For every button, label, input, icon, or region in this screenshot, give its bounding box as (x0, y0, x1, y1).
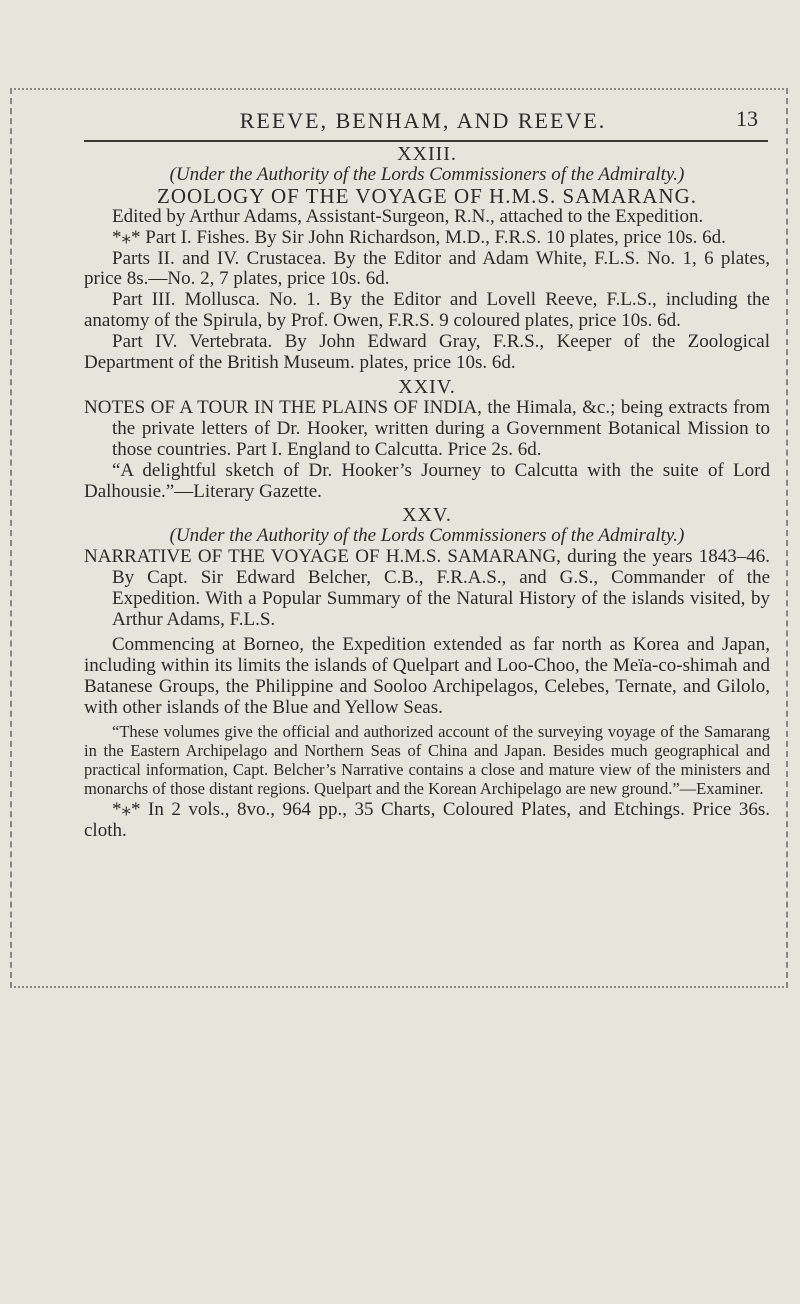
part-entry: *⁎* Part I. Fishes. By Sir John Richardson, M.D., F.R.S. 10 plates, price 10s. 6d. (112, 226, 726, 248)
authority-note: (Under the Authority of the Lords Commissioners of the Admiralty.) (169, 163, 685, 185)
editor-note: Edited by Arthur Adams, Assistant-Surgeon, R.N., attached to the Expedition. (112, 205, 704, 227)
running-header (88, 104, 758, 138)
section-numeral: XXIII. (397, 143, 457, 165)
description-paragraph: Commencing at Borneo, the Expedition extended as far north as Korea and Japan, including within its limits the islands of Quelpart and Loo-Choo, the Meïa-co-shimah and Batanese Groups, the Philippine and Sooloo Archipelagos, Celebes, Ternate, and Gilolo, with other islands of the Blue and Yellow Seas. (84, 633, 770, 718)
price-note: *⁎* In 2 vols., 8vo., 964 pp., 35 Charts, Coloured Plates, and Etchings. Price 36s. cloth. (84, 799, 770, 842)
section-numeral: XXV. (402, 504, 452, 527)
part-entry: Part III. Mollusca. No. 1. By the Editor and Lovell Reeve, F.L.S., including the anatomy of the Spirula, by Prof. Owen, F.R.S. 9 coloured plates, price 10s. 6d. (84, 289, 770, 332)
catalogue-entries (84, 140, 770, 842)
part-entry: Parts II. and IV. Crustacea. By the Editor and Adam White, F.L.S. No. 1, 6 plates, price 8s.—No. 2, 7 plates, price 10s. 6d. (84, 247, 770, 290)
section-title: NARRATIVE OF THE VOYAGE OF H.M.S. SAMARANG, during the years 1843–46. By Capt. Sir Edward Belcher, C.B., F.R.A.S., and G.S., Commander of the Expedition. With a Popular Summary of the Natural History of the islands visited, by Arthur Adams, F.L.S. (84, 546, 770, 630)
section-title: ZOOLOGY OF THE VOYAGE OF H.M.S. SAMARANG. (157, 183, 697, 208)
review-quote: “These volumes give the official and authorized account of the surveying voyage of the Samarang in the Eastern Archipelago and Northern Seas of China and Japan. Besides much geographical and practical information, Capt. Belcher’s Narrative contains a close and mature view of the ministers and monarchs of those distant regions. Quelpart and the Korean Archipelago are new ground.”—Examiner. (84, 722, 770, 799)
section-numeral: XXIV. (398, 375, 456, 398)
page-number: 13 (736, 106, 758, 131)
publisher-name: REEVE, BENHAM, AND REEVE. (239, 108, 607, 133)
authority-note: (Under the Authority of the Lords Commissioners of the Admiralty.) (169, 525, 685, 547)
review-quote: “A delightful sketch of Dr. Hooker’s Journey to Calcutta with the suite of Lord Dalhousie.”—Literary Gazette. (84, 459, 770, 502)
part-entry: Part IV. Vertebrata. By John Edward Gray, F.R.S., Keeper of the Zoological Department of the British Museum. plates, price 10s. 6d. (84, 331, 770, 374)
section-title: NOTES OF A TOUR IN THE PLAINS OF INDIA, the Himala, &c.; being extracts from the private letters of Dr. Hooker, written during a Government Botanical Mission to those countries. Part I. England to Calcutta. Price 2s. 6d. (84, 396, 770, 460)
